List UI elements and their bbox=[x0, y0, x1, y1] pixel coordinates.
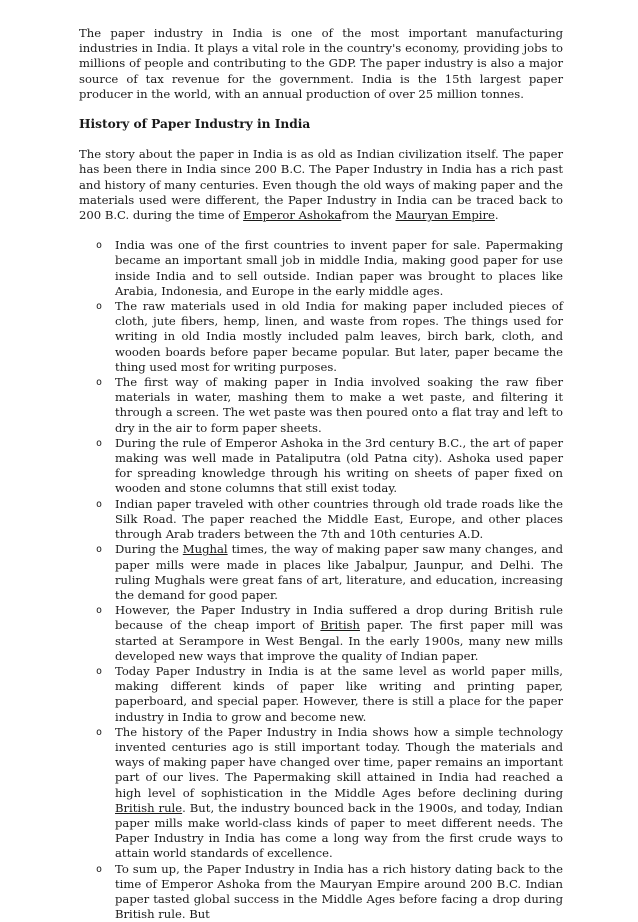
list-item bbox=[96, 724, 563, 862]
list-item bbox=[96, 375, 563, 436]
bullet-marker: o bbox=[96, 665, 103, 677]
list-item-text-before: However, the Paper Industry in India suffered a drop during British rule because of the cheap import of bbox=[115, 603, 563, 633]
history-text-before: The story about the paper in India is as old as Indian civilization itself. The paper has been there in India since 200 B.C. The Paper Industry in India has a rich past and history of many centuries. Even though the old ways of making paper and the materials used were different, the Paper Industry in India can be traced back to 200 B.C. during the time of bbox=[79, 147, 563, 223]
list-item bbox=[96, 299, 563, 375]
history-paragraph bbox=[79, 147, 563, 223]
bullet-marker: o bbox=[96, 726, 103, 738]
list-item bbox=[96, 435, 563, 497]
mughal-link[interactable]: Mughal bbox=[182, 542, 228, 557]
list-item-text: The raw materials used in old India for making paper included pieces of cloth, jute fibers, hemp, linen, and waste from ropes. The things used for writing in old India mostly included palm leaves, birch bark, cloth, and wooden boards before paper became popular. But later, paper became the thing used most for writing purposes. bbox=[115, 299, 563, 374]
list-item-text-after: times, the way of making paper saw many changes, and paper mills were made in places like Jabalpur, Jaunpur, and Delhi. The ruling Mughals were great fans of art, literature, and education, increasing the demand for good paper. bbox=[115, 542, 563, 602]
list-item-text: The first way of making paper in India involved soaking the raw fiber materials in water, mashing them to make a wet paste, and filtering it through a screen. The wet paste was then poured onto a flat tray and left to dry in the air to form paper sheets. bbox=[115, 375, 563, 435]
bullet-marker: o bbox=[96, 301, 103, 313]
list-item-text: India was one of the first countries to invent paper for sale. Papermaking became an important small job in middle India, making good paper for use inside India and to sell outside. Indian paper was brought to places like Arabia, Indonesia, and Europe in the early middle ages. bbox=[115, 238, 563, 298]
list-item bbox=[96, 663, 563, 725]
bullet-marker: o bbox=[96, 863, 103, 875]
bullet-marker: o bbox=[96, 544, 103, 556]
list-item-text-after: paper. The first paper mill was started at Serampore in West Bengal. In the early 1900s, many new mills developed new ways that improve the quality of Indian paper. bbox=[115, 618, 563, 663]
list-item bbox=[96, 603, 563, 664]
bullet-marker: o bbox=[96, 605, 103, 617]
list-item-text-after: . But, the industry bounced back in the 1900s, and today, Indian paper mills make world-class kinds of paper to meet different needs. The Paper Industry in India has come a long way from the first crude ways to attain world standards of excellence. bbox=[115, 800, 563, 861]
list-item-text: During the rule of Emperor Ashoka in the 3rd century B.C., the art of paper making was well made in Pataliputra (old Patna city). Ashoka used paper for spreading knowledge through his writing on sheets of paper fixed on wooden and stone columns that still exist today. bbox=[115, 435, 563, 496]
list-item bbox=[96, 238, 563, 299]
history-bullet-list bbox=[79, 238, 563, 922]
bullet-marker: o bbox=[96, 240, 103, 252]
history-text-after: . bbox=[494, 208, 499, 223]
list-item-text: To sum up, the Paper Industry in India has a rich history dating back to the time of Emperor Ashoka from the Mauryan Empire around 200 B.C. Indian paper tasted global success in the Middle Ages before facing a drop during British rule. But bbox=[115, 861, 563, 922]
list-item-text-before: The history of the Paper Industry in India shows how a simple technology invented centuries ago is still important today. Though the materials and ways of making paper have changed over time, paper remains an important part of our lives. The Papermaking skill attained in India had reached a high level of sophistication in the Middle Ages before declining during bbox=[115, 724, 563, 800]
list-item bbox=[96, 542, 563, 603]
list-item-text-before: During the bbox=[115, 542, 183, 557]
document-body bbox=[79, 26, 563, 922]
list-item-text: Indian paper traveled with other countries through old trade roads like the Silk Road. The paper reached the Middle East, Europe, and other places through Arab traders between the 7th and 10th centuries A.D. bbox=[115, 496, 563, 542]
bullet-marker: o bbox=[96, 377, 103, 389]
british-rule-link[interactable]: British rule bbox=[115, 800, 183, 815]
list-item bbox=[96, 861, 563, 922]
british-link[interactable]: British bbox=[320, 618, 360, 633]
mauryan-empire-link[interactable]: Mauryan Empire bbox=[395, 208, 495, 223]
bullet-marker: o bbox=[96, 437, 103, 449]
list-item bbox=[96, 496, 563, 543]
bullet-marker: o bbox=[96, 498, 103, 510]
history-text-middle: from the bbox=[341, 208, 396, 223]
emperor-ashoka-link[interactable]: Emperor Ashoka bbox=[243, 208, 342, 223]
list-item-text: Today Paper Industry in India is at the same level as world paper mills, making different kinds of paper like writing and printing paper, paperboard, and special paper. However, there is still a place for the paper industry in India to grow and become new. bbox=[115, 663, 563, 724]
section-heading: History of Paper Industry in India bbox=[79, 117, 311, 132]
intro-paragraph: The paper industry in India is one of the most important manufacturing industries in India. It plays a vital role in the country's economy, providing jobs to millions of people and contributing to the GDP. The paper industry is also a major source of tax revenue for the government. India is the 15th largest paper producer in the world, with an annual production of over 25 million tonnes. bbox=[79, 26, 563, 101]
